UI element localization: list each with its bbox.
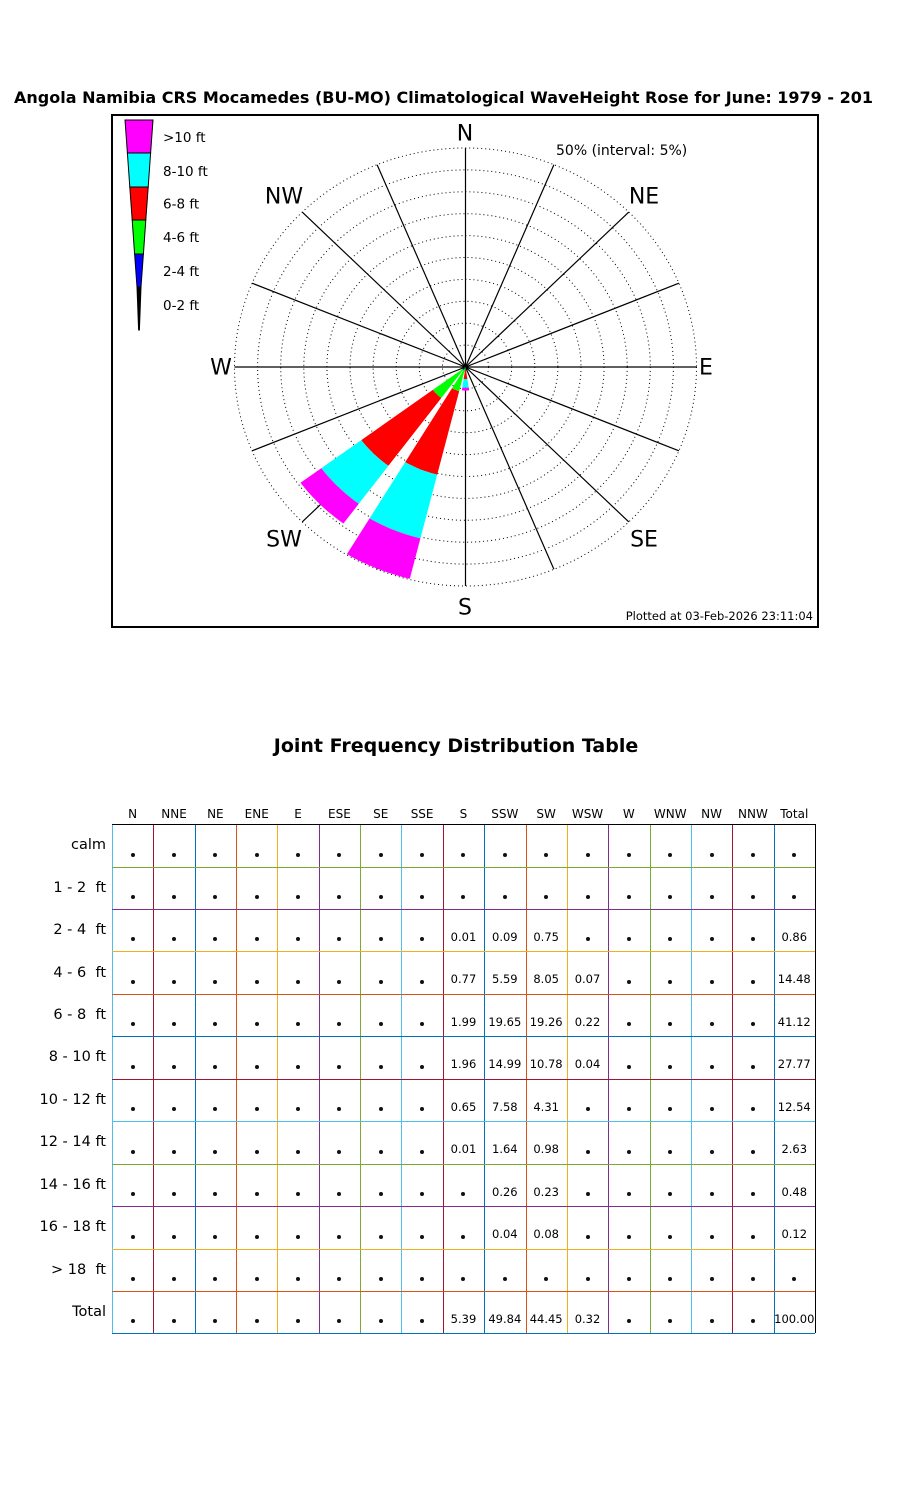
table-cell-dot — [627, 1022, 631, 1026]
table-row-label-2-4ft: 2 - 4 ft — [53, 922, 106, 939]
table-header-SSW: SSW — [491, 807, 519, 821]
table-cell-dot — [710, 1065, 714, 1069]
table-header-N: N — [128, 807, 138, 821]
table-cell-dot — [751, 937, 755, 941]
legend-label: 6-8 ft — [163, 196, 200, 213]
table-cell-dot — [131, 853, 135, 857]
table-cell-dot — [627, 980, 631, 984]
table-cell-dot — [296, 1277, 300, 1281]
legend-label: 0-2 ft — [163, 298, 200, 314]
table-cell-dot — [172, 1150, 176, 1154]
table-cell-dot — [503, 1277, 507, 1281]
table-cell-dot — [668, 1022, 672, 1026]
table-cell-dot — [586, 937, 590, 941]
table-cell-dot — [172, 1022, 176, 1026]
table-cell-dot — [420, 1192, 424, 1196]
table-cell-dot — [379, 853, 383, 857]
table-cell-value: 2.63 — [781, 1142, 808, 1157]
table-cell-dot — [420, 1277, 424, 1281]
table-cell-value: 0.12 — [781, 1227, 808, 1242]
table-cell-dot — [792, 895, 796, 899]
table-cell-value: 27.77 — [777, 1057, 811, 1072]
table-cell-dot — [710, 980, 714, 984]
table-cell-value: 10.78 — [529, 1057, 563, 1072]
table-cell-dot — [586, 853, 590, 857]
table-cell-dot — [213, 1107, 217, 1111]
table-cell-dot — [751, 1235, 755, 1239]
chart-title: Angola Namibia CRS Mocamedes (BU-MO) Climatological WaveHeight Rose for June: 1979 - 201 — [14, 88, 873, 107]
table-cell-value: 5.59 — [492, 972, 518, 987]
table-cell-dot — [668, 1192, 672, 1196]
table-cell-dot — [627, 1235, 631, 1239]
table-cell-dot — [131, 895, 135, 899]
table-cell-dot — [751, 1192, 755, 1196]
table-cell-dot — [337, 1150, 341, 1154]
table-cell-dot — [751, 1150, 755, 1154]
table-cell-value: 8.05 — [533, 972, 559, 987]
table-cell-dot — [172, 980, 176, 984]
table-cell-dot — [668, 1235, 672, 1239]
table-cell-dot — [296, 1107, 300, 1111]
table-cell-dot — [213, 1065, 217, 1069]
table-cell-value: 0.48 — [781, 1184, 808, 1199]
table-cell-dot — [172, 1065, 176, 1069]
table-header-ENE: ENE — [244, 807, 269, 821]
table-header-NNE: NNE — [161, 807, 187, 821]
ring-scale-annotation: 50% (interval: 5%) — [556, 143, 688, 159]
table-row-label-16-18ft: 16 - 18 ft — [39, 1219, 106, 1236]
table-cell-dot — [710, 1277, 714, 1281]
table-cell-value: 44.45 — [529, 1311, 563, 1326]
table-cell-value: 1.96 — [450, 1057, 477, 1072]
table-cell-dot — [503, 853, 507, 857]
table-cell-value: 0.01 — [450, 929, 477, 944]
table-cell-dot — [255, 980, 259, 984]
table-cell-dot — [792, 853, 796, 857]
table-cell-dot — [544, 1277, 548, 1281]
rose-spoke-NE — [466, 212, 629, 367]
table-cell-dot — [296, 1150, 300, 1154]
table-cell-dot — [668, 853, 672, 857]
table-cell-dot — [627, 937, 631, 941]
table-cell-value: 0.22 — [574, 1014, 601, 1029]
table-cell-value: 41.12 — [777, 1014, 811, 1029]
table-cell-dot — [255, 1107, 259, 1111]
table-cell-dot — [255, 1319, 259, 1323]
table-cell-dot — [627, 853, 631, 857]
table-cell-dot — [627, 1065, 631, 1069]
table-cell-dot — [379, 1319, 383, 1323]
table-cell-dot — [586, 895, 590, 899]
table-cell-dot — [420, 895, 424, 899]
table-cell-dot — [420, 1319, 424, 1323]
table-cell-value: 4.31 — [533, 1099, 559, 1114]
table-cell-dot — [586, 1277, 590, 1281]
table-cell-dot — [296, 895, 300, 899]
table-cell-dot — [420, 1235, 424, 1239]
plotted-at-timestamp: Plotted at 03-Feb-2026 23:11:04 — [625, 609, 813, 623]
table-cell-dot — [337, 1277, 341, 1281]
table-cell-value: 1.99 — [450, 1014, 477, 1029]
table-cell-dot — [172, 853, 176, 857]
table-cell-value: 19.65 — [488, 1014, 522, 1029]
legend-swatch->10ft — [125, 120, 153, 153]
rose-spoke-ENE — [466, 283, 679, 367]
table-cell-value: 14.48 — [777, 972, 811, 987]
table-cell-dot — [337, 1235, 341, 1239]
rose-spoke-NW — [302, 212, 465, 367]
table-cell-dot — [751, 895, 755, 899]
table-cell-dot — [710, 1319, 714, 1323]
table-cell-dot — [337, 1319, 341, 1323]
table-cell-dot — [420, 853, 424, 857]
table-cell-dot — [131, 1319, 135, 1323]
compass-label-N: N — [456, 121, 474, 147]
table-cell-value: 49.84 — [488, 1311, 522, 1326]
table-cell-dot — [420, 1065, 424, 1069]
legend-label: 4-6 ft — [163, 230, 200, 246]
legend-label: 2-4 ft — [163, 264, 200, 280]
table-cell-dot — [337, 853, 341, 857]
table-cell-value: 0.86 — [781, 929, 808, 944]
table-cell-dot — [792, 1277, 796, 1281]
table-cell-dot — [379, 1150, 383, 1154]
table-cell-dot — [172, 1319, 176, 1323]
table-cell-dot — [668, 937, 672, 941]
table-cell-value: 5.39 — [450, 1311, 477, 1326]
table-cell-dot — [586, 1107, 590, 1111]
table-cell-dot — [213, 1277, 217, 1281]
table-cell-dot — [255, 1277, 259, 1281]
table-cell-dot — [379, 1107, 383, 1111]
table-hline — [112, 994, 815, 995]
table-cell-dot — [586, 1235, 590, 1239]
table-cell-dot — [337, 1065, 341, 1069]
table-header-E: E — [294, 807, 302, 821]
table-cell-dot — [131, 1022, 135, 1026]
table-header-Total: Total — [780, 807, 809, 821]
table-cell-dot — [461, 853, 465, 857]
table-cell-dot — [172, 895, 176, 899]
table-cell-dot — [131, 1150, 135, 1154]
table-cell-dot — [296, 1022, 300, 1026]
table-cell-value: 0.98 — [533, 1142, 559, 1157]
table-cell-dot — [379, 1065, 383, 1069]
table-cell-dot — [668, 1107, 672, 1111]
table-cell-dot — [420, 1022, 424, 1026]
compass-label-S: S — [458, 595, 472, 621]
table-hline — [112, 951, 815, 952]
compass-label-SW: SW — [266, 527, 302, 553]
table-cell-dot — [461, 1235, 465, 1239]
table-cell-dot — [668, 980, 672, 984]
table-cell-dot — [131, 1192, 135, 1196]
table-cell-dot — [668, 1277, 672, 1281]
rose-spoke-ESE — [466, 367, 679, 451]
table-row-label-1-2ft: 1 - 2 ft — [53, 879, 106, 896]
table-cell-dot — [627, 1277, 631, 1281]
table-cell-dot — [172, 937, 176, 941]
table-row-label-Total: Total — [72, 1304, 106, 1321]
rose-spoke-NNE — [466, 165, 554, 367]
table-cell-dot — [420, 1150, 424, 1154]
table-hline — [112, 1291, 815, 1292]
table-cell-dot — [461, 895, 465, 899]
rose-wedge-S->10ft — [462, 388, 469, 391]
table-cell-dot — [461, 1192, 465, 1196]
table-cell-dot — [751, 980, 755, 984]
table-cell-dot — [379, 1277, 383, 1281]
table-hline — [112, 867, 815, 868]
table-header-ESE: ESE — [328, 807, 351, 821]
table-cell-dot — [710, 1150, 714, 1154]
legend-swatch-6-8ft — [130, 187, 148, 220]
table-cell-value: 12.54 — [777, 1099, 811, 1114]
table-cell-dot — [379, 937, 383, 941]
rose-spoke-SSE — [466, 367, 554, 569]
table-header-W: W — [622, 807, 635, 821]
table-hline — [112, 909, 815, 910]
table-hline — [112, 1164, 815, 1165]
table-header-NNW: NNW — [738, 807, 768, 821]
legend-swatch-4-6ft — [132, 220, 146, 254]
wave-rose-plot — [0, 0, 900, 680]
legend-label: >10 ft — [163, 130, 206, 146]
table-cell-dot — [255, 895, 259, 899]
table-cell-dot — [627, 1150, 631, 1154]
rose-spoke-NNW — [377, 165, 465, 367]
table-cell-dot — [751, 1022, 755, 1026]
table-cell-value: 0.01 — [450, 1142, 477, 1157]
table-cell-value: 100.00 — [774, 1311, 815, 1326]
table-cell-dot — [668, 895, 672, 899]
table-cell-dot — [213, 1319, 217, 1323]
table-cell-value: 0.07 — [574, 972, 601, 987]
table-cell-dot — [131, 1107, 135, 1111]
table-header-S: S — [459, 807, 468, 821]
table-cell-value: 0.75 — [533, 929, 559, 944]
table-row-label->18ft: > 18 ft — [51, 1261, 106, 1278]
table-cell-dot — [337, 980, 341, 984]
table-cell-dot — [213, 1150, 217, 1154]
table-cell-dot — [213, 980, 217, 984]
table-cell-dot — [627, 1192, 631, 1196]
table-cell-value: 7.58 — [492, 1099, 518, 1114]
table-cell-dot — [751, 1319, 755, 1323]
table-cell-value: 19.26 — [529, 1014, 563, 1029]
table-cell-dot — [172, 1235, 176, 1239]
table-cell-dot — [668, 1319, 672, 1323]
table-cell-dot — [627, 1319, 631, 1323]
table-cell-dot — [710, 895, 714, 899]
table-cell-dot — [379, 980, 383, 984]
table-cell-value: 0.26 — [492, 1184, 518, 1199]
table-cell-dot — [172, 1192, 176, 1196]
table-row-label-10-12ft: 10 - 12 ft — [39, 1091, 106, 1108]
table-cell-dot — [131, 980, 135, 984]
table-header-SE: SE — [373, 807, 389, 821]
table-header-NE: NE — [207, 807, 224, 821]
table-cell-value: 0.32 — [574, 1311, 601, 1326]
table-cell-dot — [213, 1022, 217, 1026]
table-cell-dot — [255, 1065, 259, 1069]
table-cell-dot — [213, 1235, 217, 1239]
table-row-label-8-10ft: 8 - 10 ft — [48, 1049, 106, 1066]
table-hline — [112, 1121, 815, 1122]
table-header-WSW: WSW — [571, 807, 604, 821]
table-cell-dot — [710, 853, 714, 857]
compass-label-E: E — [699, 355, 713, 381]
table-hline — [112, 1333, 815, 1334]
table-cell-dot — [296, 1319, 300, 1323]
table-cell-value: 0.04 — [574, 1057, 601, 1072]
table-title: Joint Frequency Distribution Table — [273, 735, 639, 757]
table-header-WNW: WNW — [653, 807, 687, 821]
table-cell-dot — [131, 1065, 135, 1069]
compass-label-NE: NE — [628, 184, 660, 210]
table-cell-dot — [544, 895, 548, 899]
table-cell-dot — [255, 1150, 259, 1154]
rose-spoke-WNW — [252, 283, 465, 367]
table-cell-dot — [172, 1277, 176, 1281]
table-cell-dot — [379, 1022, 383, 1026]
table-cell-dot — [710, 1022, 714, 1026]
table-cell-dot — [751, 1065, 755, 1069]
table-cell-value: 0.77 — [450, 972, 477, 987]
table-header-SW: SW — [536, 807, 556, 821]
table-cell-dot — [627, 1107, 631, 1111]
legend-swatch-8-10ft — [127, 153, 150, 187]
table-cell-dot — [213, 937, 217, 941]
table-row-label-4-6ft: 4 - 6 ft — [53, 964, 106, 981]
compass-label-SE: SE — [630, 527, 658, 553]
table-cell-value: 0.09 — [492, 929, 518, 944]
legend-swatch-0-2ft — [137, 287, 141, 330]
table-cell-dot — [296, 980, 300, 984]
table-cell-value: 0.04 — [492, 1227, 518, 1242]
compass-label-W: W — [210, 355, 232, 381]
table-cell-value: 14.99 — [488, 1057, 522, 1072]
table-cell-dot — [710, 1235, 714, 1239]
compass-label-NW: NW — [264, 184, 304, 210]
table-cell-dot — [710, 937, 714, 941]
table-cell-dot — [668, 1065, 672, 1069]
table-row-label-14-16ft: 14 - 16 ft — [39, 1176, 106, 1193]
table-cell-dot — [296, 937, 300, 941]
table-cell-dot — [255, 853, 259, 857]
table-cell-dot — [131, 1235, 135, 1239]
table-cell-value: 1.64 — [492, 1142, 518, 1157]
table-cell-dot — [296, 1065, 300, 1069]
table-cell-dot — [131, 1277, 135, 1281]
table-cell-dot — [379, 895, 383, 899]
table-cell-dot — [586, 1150, 590, 1154]
table-cell-dot — [296, 1235, 300, 1239]
table-cell-dot — [461, 1277, 465, 1281]
table-cell-dot — [172, 1107, 176, 1111]
table-cell-dot — [213, 853, 217, 857]
table-cell-dot — [337, 1107, 341, 1111]
table-cell-dot — [213, 895, 217, 899]
table-cell-dot — [255, 1235, 259, 1239]
table-row-label-6-8ft: 6 - 8 ft — [53, 1007, 106, 1024]
rose-spoke-SE — [466, 367, 629, 522]
table-cell-dot — [337, 1022, 341, 1026]
table-cell-dot — [337, 895, 341, 899]
table-cell-dot — [379, 1235, 383, 1239]
table-cell-dot — [337, 937, 341, 941]
legend-label: 8-10 ft — [163, 164, 208, 180]
table-cell-dot — [296, 1192, 300, 1196]
table-cell-dot — [710, 1192, 714, 1196]
table-cell-dot — [255, 937, 259, 941]
table-cell-dot — [420, 1107, 424, 1111]
table-cell-dot — [710, 1107, 714, 1111]
table-vline — [815, 824, 816, 1333]
table-cell-dot — [255, 1022, 259, 1026]
table-cell-value: 0.08 — [533, 1227, 559, 1242]
table-cell-dot — [586, 1192, 590, 1196]
table-cell-dot — [627, 895, 631, 899]
table-cell-dot — [544, 853, 548, 857]
rose-wedge-S-8-10ft — [462, 379, 468, 388]
table-cell-dot — [379, 1192, 383, 1196]
table-hline — [112, 1036, 815, 1037]
table-hline — [112, 1206, 815, 1207]
table-row-label-calm: calm — [70, 837, 106, 854]
table-cell-dot — [751, 1277, 755, 1281]
table-cell-value: 0.65 — [450, 1099, 477, 1114]
table-cell-value: 0.23 — [533, 1184, 559, 1199]
table-hline — [112, 1079, 815, 1080]
table-cell-dot — [213, 1192, 217, 1196]
table-row-label-12-14ft: 12 - 14 ft — [39, 1134, 106, 1151]
table-cell-dot — [751, 853, 755, 857]
table-cell-dot — [131, 937, 135, 941]
table-cell-dot — [296, 853, 300, 857]
table-cell-dot — [668, 1150, 672, 1154]
table-cell-dot — [503, 895, 507, 899]
table-cell-dot — [255, 1192, 259, 1196]
table-cell-dot — [420, 937, 424, 941]
legend-swatch-2-4ft — [135, 254, 144, 287]
table-hline — [112, 1249, 815, 1250]
table-cell-dot — [420, 980, 424, 984]
table-header-NW: NW — [701, 807, 722, 821]
table-hline — [112, 824, 815, 825]
table-header-SSE: SSE — [410, 807, 434, 821]
table-cell-dot — [751, 1107, 755, 1111]
table-cell-dot — [337, 1192, 341, 1196]
